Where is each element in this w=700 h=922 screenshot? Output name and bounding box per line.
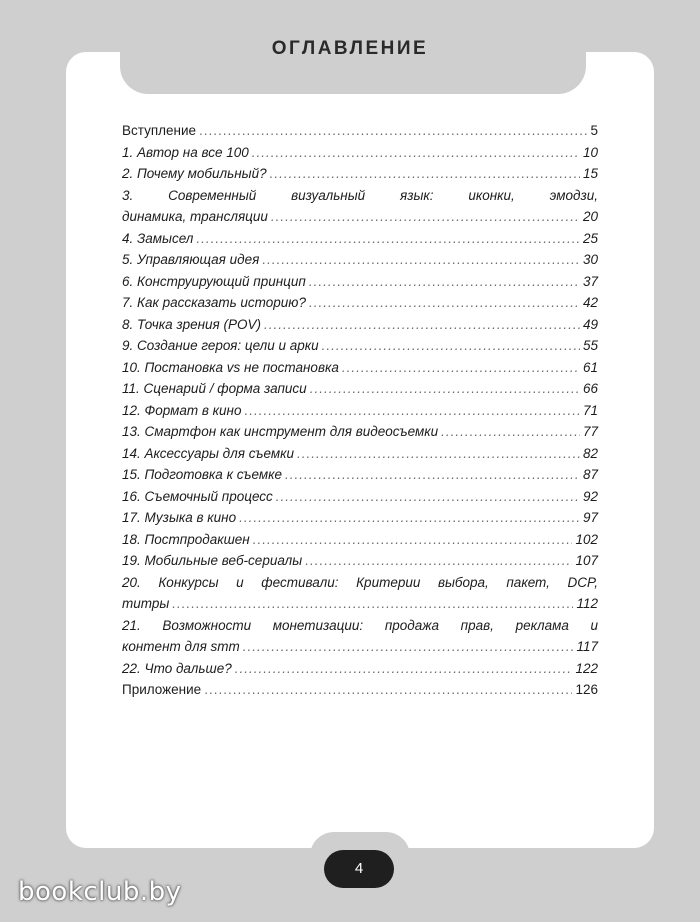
toc-entry-title: титры — [122, 596, 170, 611]
toc-entry — [122, 228, 598, 250]
toc-leader-dots — [243, 636, 574, 658]
toc-entry — [122, 486, 598, 508]
toc-entry-title: 1. Автор на все 100 — [122, 144, 249, 160]
toc-entry-page: 10 — [582, 144, 598, 160]
toc-leader-dots — [204, 679, 572, 701]
toc-entry-title: 18. Постпродакшен — [122, 531, 250, 547]
toc-entry — [122, 550, 598, 572]
toc-entry-first-line — [122, 572, 598, 594]
toc-entry-page: 25 — [582, 230, 598, 246]
toc-leader-dots — [305, 550, 572, 572]
toc-entry — [122, 400, 598, 422]
toc-leader-dots — [245, 400, 580, 422]
toc-entry — [122, 464, 598, 486]
toc-leader-dots — [271, 206, 580, 228]
toc-entry — [122, 658, 598, 680]
toc-leader-dots — [310, 378, 580, 400]
toc-leader-dots — [276, 486, 580, 508]
toc-entry-page: 97 — [582, 510, 598, 525]
toc-leader-dots — [441, 421, 580, 443]
toc-entry-title-line1: 3. Современный визуальный язык: иконки, эмодзи, — [122, 187, 598, 203]
toc-entry-page: 66 — [582, 381, 598, 396]
toc-entry-title: 10. Постановка vs не постановка — [122, 359, 339, 375]
toc-entry — [122, 142, 598, 164]
toc-entry-title: 14. Аксессуары для съемки — [122, 445, 295, 461]
toc-entry — [122, 421, 598, 443]
toc-entry-page: 55 — [582, 338, 598, 353]
toc-entry-title: 8. Точка зрения (POV) — [122, 316, 262, 332]
toc-entry — [122, 443, 598, 465]
toc-entry — [122, 378, 598, 400]
toc-entry — [122, 636, 598, 658]
table-of-contents — [122, 120, 598, 701]
toc-leader-dots — [196, 228, 580, 250]
toc-entry-title: 4. Замысел — [122, 230, 194, 246]
toc-entry-title: Вступление — [122, 123, 197, 138]
toc-entry-title: 15. Подготовка к съемке — [122, 467, 283, 482]
toc-entry — [122, 163, 598, 185]
toc-leader-dots — [322, 335, 580, 357]
toc-entry-page: 87 — [582, 467, 598, 482]
toc-leader-dots — [239, 507, 580, 529]
toc-entry-first-line — [122, 615, 598, 637]
toc-entry-page: 30 — [582, 252, 598, 267]
toc-leader-dots — [172, 593, 573, 615]
toc-entry — [122, 335, 598, 357]
toc-entry-page: 71 — [582, 402, 598, 418]
toc-leader-dots — [270, 163, 580, 185]
toc-entry-page: 77 — [582, 424, 598, 439]
page-number-badge: 4 — [324, 850, 394, 888]
toc-entry — [122, 249, 598, 271]
toc-entry-title-line1: 20. Конкурсы и фестивали: Критерии выбора, пакет, DCP, — [122, 574, 598, 590]
toc-entry-title: 5. Управляющая идея — [122, 252, 260, 267]
toc-entry-page: 122 — [575, 660, 598, 676]
toc-entry-title: 11. Сценарий / форма записи — [122, 381, 307, 396]
toc-entry — [122, 206, 598, 228]
toc-entry — [122, 120, 598, 142]
toc-entry-title: 6. Конструирующий принцип — [122, 273, 306, 289]
toc-entry — [122, 292, 598, 314]
toc-entry-page: 20 — [582, 209, 598, 224]
toc-leader-dots — [342, 357, 580, 379]
toc-leader-dots — [199, 120, 587, 142]
toc-entry-page: 102 — [575, 531, 598, 547]
toc-entry-title: 12. Формат в кино — [122, 402, 242, 418]
toc-leader-dots — [297, 443, 580, 465]
toc-leader-dots — [309, 292, 580, 314]
toc-entry-first-line — [122, 185, 598, 207]
toc-entry-page: 117 — [576, 639, 598, 654]
toc-entry-title: 2. Почему мобильный? — [122, 166, 267, 181]
toc-entry-title: Приложение — [122, 682, 202, 697]
page-title: ОГЛАВЛЕНИЕ — [271, 38, 429, 59]
toc-entry-page: 42 — [582, 295, 598, 310]
toc-entry-title: контент для smm — [122, 639, 240, 654]
toc-entry — [122, 314, 598, 336]
toc-entry — [122, 679, 598, 701]
toc-leader-dots — [262, 249, 580, 271]
toc-entry-page: 5 — [590, 123, 598, 138]
toc-entry-page: 92 — [582, 488, 598, 504]
toc-leader-dots — [309, 271, 580, 293]
toc-leader-dots — [264, 314, 580, 336]
toc-entry — [122, 593, 598, 615]
toc-entry-title: 17. Музыка в кино — [122, 510, 237, 525]
toc-entry-page: 15 — [582, 166, 598, 181]
toc-entry-title: 7. Как рассказать историю? — [122, 295, 306, 310]
toc-entry-page: 61 — [582, 359, 598, 375]
toc-entry-title: 9. Создание героя: цели и арки — [122, 338, 319, 353]
toc-leader-dots — [252, 142, 580, 164]
toc-leader-dots — [253, 529, 573, 551]
toc-entry-page: 49 — [582, 316, 598, 332]
toc-entry — [122, 529, 598, 551]
toc-entry-title: 19. Мобильные веб-сериалы — [122, 553, 303, 568]
toc-entry-page: 82 — [582, 445, 598, 461]
toc-entry-title: динамика, трансляции — [122, 209, 268, 224]
toc-leader-dots — [235, 658, 573, 680]
toc-entry — [122, 271, 598, 293]
toc-entry-page: 112 — [576, 596, 598, 611]
toc-entry-title-line1: 21. Возможности монетизации: продажа прав, реклама и — [122, 617, 598, 633]
toc-entry-title: 16. Съемочный процесс — [122, 488, 273, 504]
toc-entry-page: 37 — [582, 273, 598, 289]
toc-entry — [122, 507, 598, 529]
toc-leader-dots — [285, 464, 580, 486]
toc-entry — [122, 357, 598, 379]
toc-entry-title: 22. Что дальше? — [122, 660, 232, 676]
toc-entry-title: 13. Смартфон как инструмент для видеосъемки — [122, 424, 439, 439]
toc-entry-page: 107 — [575, 553, 598, 568]
toc-entry-page: 126 — [575, 682, 598, 697]
watermark: bookclub.by — [18, 877, 182, 907]
